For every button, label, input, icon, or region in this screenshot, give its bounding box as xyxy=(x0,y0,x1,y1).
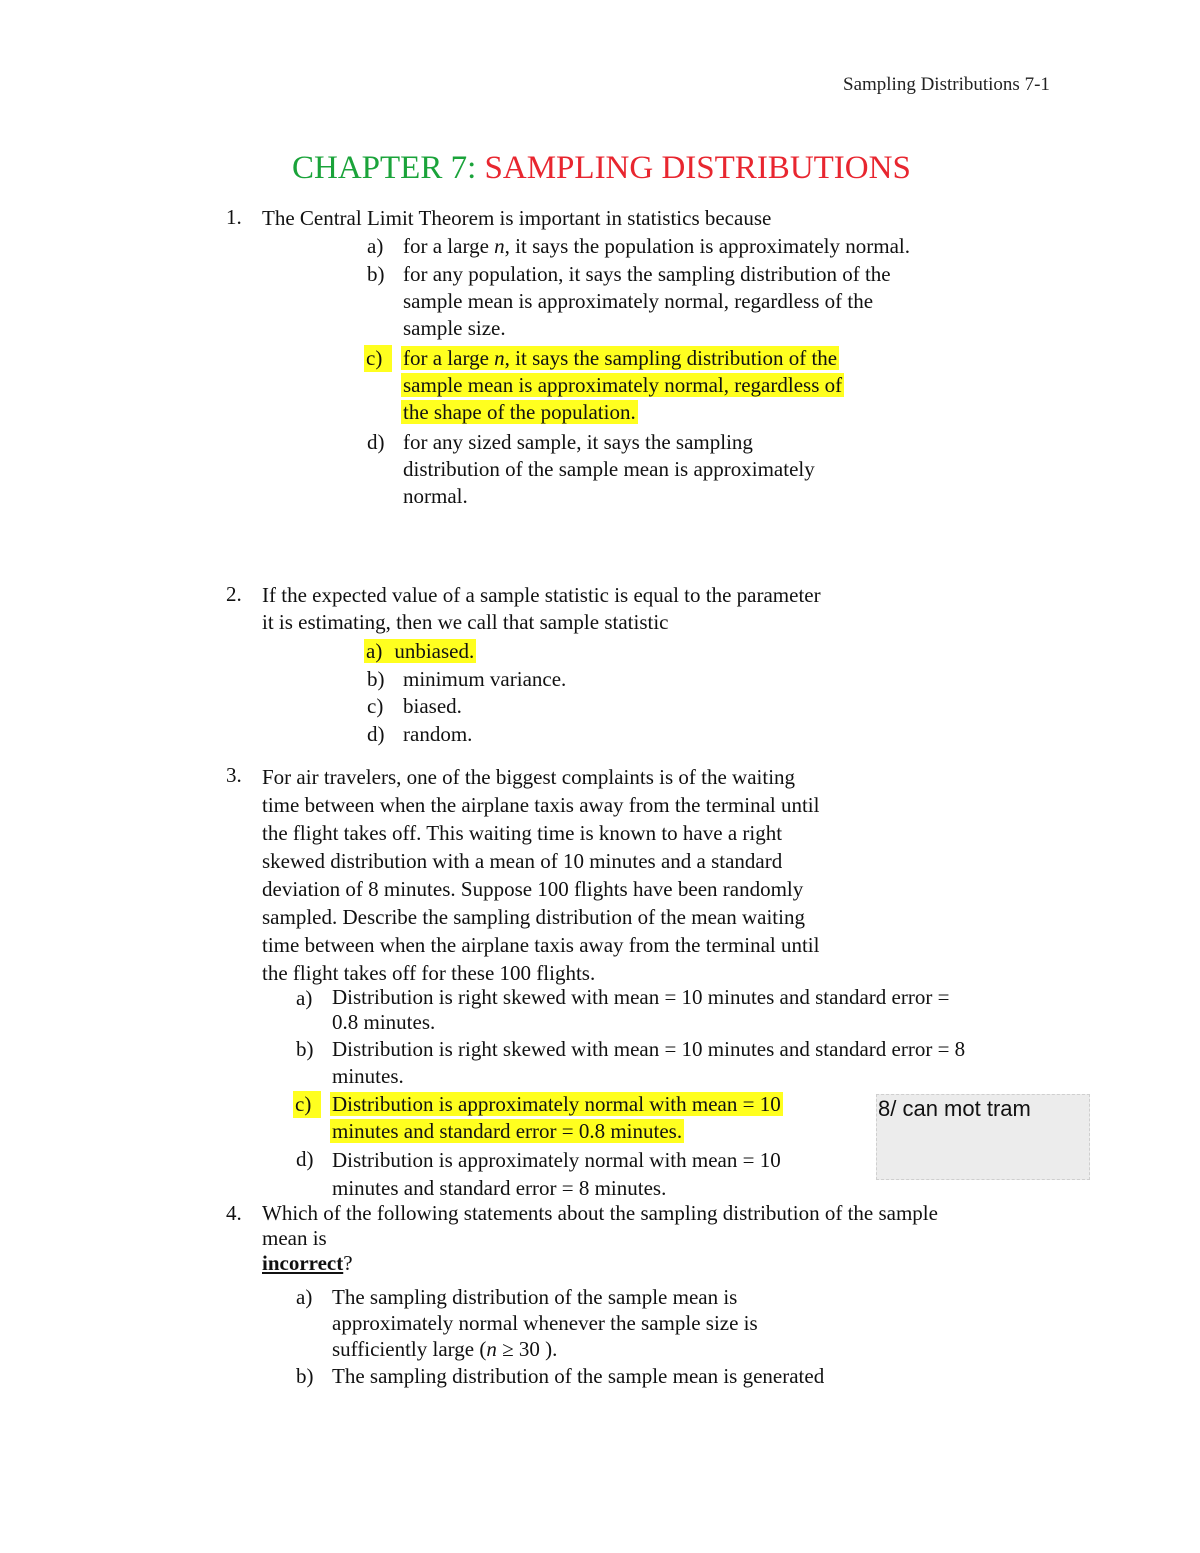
q3-option-b-text: Distribution is right skewed with mean = 10 minutes and standard error = 8 minutes. xyxy=(332,1037,966,1088)
q3-option-c-text: Distribution is approximately normal with mean = 10 minutes and standard error = 0.8 minutes. xyxy=(332,1092,781,1143)
q3-option-b: b) xyxy=(296,1037,314,1061)
q2-number: 2. xyxy=(226,582,242,606)
q1-option-c-text: for a large n, it says the sampling distribution of the sample mean is approximately normal, regardless of the shape of the population. xyxy=(403,346,843,424)
chapter-number: CHAPTER 7: xyxy=(292,150,477,186)
q1-option-d-text: for any sized sample, it says the sampling distribution of the sample mean is approximately normal. xyxy=(403,430,815,508)
q3-option-d-text: Distribution is approximately normal with mean = 10 minutes and standard error = 8 minutes. xyxy=(332,1148,781,1200)
q4-stem: Which of the following statements about the sampling distribution of the sample mean is incorrect? xyxy=(262,1201,938,1275)
annotation-note-text: 8/ can mot tram xyxy=(878,1096,1031,1121)
q3-stem: For air travelers, one of the biggest complaints is of the waiting time between when the airplane taxis away from the terminal until the flight takes off. This waiting time is known to have a right skewed distribution with a mean of 10 minutes and a standard deviation of 8 minutes. Suppose 100 flights have been randomly sampled. Describe the sampling distribution of the mean waiting time between when the airplane taxis away from the terminal until the flight takes off for these 100 flights. xyxy=(262,765,820,985)
q4-option-b: b) xyxy=(296,1364,314,1388)
q3-option-c: c) xyxy=(293,1091,321,1118)
chapter-name: SAMPLING DISTRIBUTIONS xyxy=(484,150,911,186)
q2-option-b: b) minimum variance. xyxy=(367,667,567,691)
q2-option-c: c) biased. xyxy=(367,694,462,718)
q4-option-a-text: The sampling distribution of the sample mean is approximately normal whenever the sample size is sufficiently large (n ≥ 30 ). xyxy=(332,1285,758,1361)
q1-option-c: c) xyxy=(364,345,392,372)
q1-option-d: d) xyxy=(367,430,385,454)
q3-option-a-text: Distribution is right skewed with mean = 10 minutes and standard error = 0.8 minutes. xyxy=(332,985,950,1034)
q1-option-b-text: for any population, it says the sampling distribution of the sample mean is approximately normal, regardless of the sample size. xyxy=(403,262,891,340)
q3-number: 3. xyxy=(226,763,242,787)
q2-option-a: a) unbiased. xyxy=(366,639,475,663)
q1-number: 1. xyxy=(226,205,242,229)
q2-stem: If the expected value of a sample statistic is equal to the parameter it is estimating, then we call that sample statistic xyxy=(262,583,821,634)
chapter-title xyxy=(292,150,911,187)
q4-number: 4. xyxy=(226,1201,242,1225)
q3-option-d: d) xyxy=(296,1147,314,1171)
running-header: Sampling Distributions 7-1 xyxy=(843,74,1050,95)
q3-option-a: a) xyxy=(296,986,313,1010)
q2-option-d: d) random. xyxy=(367,722,473,746)
q4-option-b-text: The sampling distribution of the sample mean is generated xyxy=(332,1364,825,1388)
q1-option-b: b) xyxy=(367,262,385,286)
q1-stem: The Central Limit Theorem is important in statistics because xyxy=(262,206,772,230)
q4-option-a: a) xyxy=(296,1285,313,1309)
q1-option-a: a) for a large n, it says the population is approximately normal. xyxy=(367,234,911,258)
